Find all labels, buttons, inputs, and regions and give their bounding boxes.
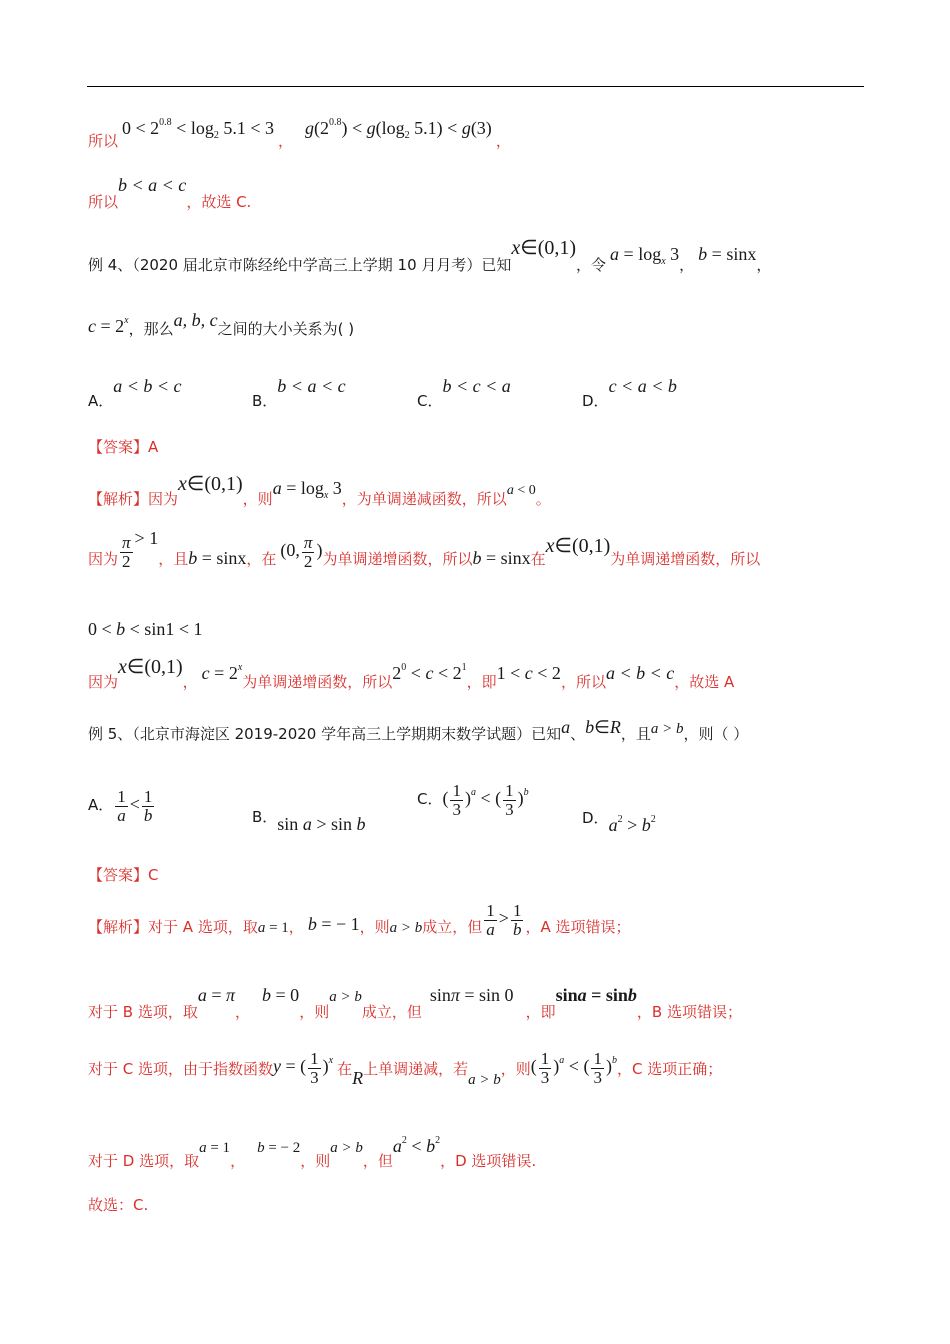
math-x-in-01: x: [511, 237, 521, 259]
ex4-analysis-4: 因为x∈(0,1)， $c = 2^x$为单调递增函数，所以$2^0 < c < 2^1$，即1 < c < 2，所以a < b < c，故选 A: [88, 656, 735, 691]
ex5-analysis-4: 对于 D 选项，取a = 1， b = − 2，则a > b，但$a^2 < b^2$，D 选项错误.: [88, 1135, 537, 1170]
header-rule: [87, 86, 864, 87]
ex4-option-c[interactable]: C．b < c < a: [417, 376, 511, 410]
ex5-final: 故选：C.: [88, 1196, 149, 1214]
ex5-analysis-2: 对于 B 选项，取a = π， b = 0，则a > b成立，但 sinπ = sin 0 ，即sina = sinb，B 选项错误；: [88, 985, 742, 1021]
ex5-option-a[interactable]: A． $\frac{1}{a}$ < $\frac{1}{b}$: [88, 787, 153, 825]
ex4-option-b[interactable]: B．b < a < c: [252, 376, 346, 410]
line-so-1: 所以 $0 < 2^{0.8} < \log_2 5.1 < 3$ ， $g(2^{0.8}) < g(\log_2$ 5.1) < g(3) ，: [88, 117, 511, 150]
ex5-option-c[interactable]: C．( $\frac{1}{3}$ )$^a$ < ( $\frac{1}{3}$ )$^b$: [417, 781, 529, 819]
math-b-a-c: b < a < c: [118, 175, 187, 195]
ex5-option-b[interactable]: B．sin a > sin b: [252, 808, 366, 834]
ex5-answer-value: C: [148, 866, 159, 884]
ex5-answer: 【答案】C: [88, 866, 159, 884]
ex4-stem-2: $c = 2^x$，那么a, b, c之间的大小关系为( ): [88, 310, 355, 338]
ex4-label: 例 4、: [88, 256, 133, 274]
math-c-2x: $c = 2^x$: [88, 315, 129, 336]
ex5-source: （北京市海淀区 2019-2020 学年高三上学期期末数学试题）已知: [132, 725, 562, 743]
ex4-stem: 例 4、（2020 届北京市陈经纶中学高三上学期 10 月月考）已知x∈(0,1)，令 $a = \log_x 3$， b = sinx，: [88, 237, 772, 274]
math-abc: a, b, c: [173, 310, 218, 330]
ex4-analysis-2: 因为 $\frac{\pi}{2}$ > 1，且b = sinx，在 (0, $\frac{\pi}{2}$ )为单调递增函数，所以b = sinx在x∈(0,1)为单调递增函数，所以: [88, 528, 761, 571]
ex5-label: 例 5、: [88, 725, 133, 743]
ex4-analysis-3: 0 < b < sin1 < 1: [88, 619, 203, 639]
math-ineq-1: $0 < 2^{0.8} < \log_2 5.1 < 3$: [122, 117, 274, 141]
ex5-option-d[interactable]: D．$a^2 > b^2$: [582, 809, 656, 835]
ex5-analysis-3: 对于 C 选项，由于指数函数y = ( $\frac{1}{3}$ )$^x$ 在R上单调递减，若a > b，则( $\frac{1}{3}$ )$^a$ < ( $\frac{1}{3}$ )$^b$，C 选项正确；: [88, 1049, 723, 1089]
ex5-analysis-1: 【解析】对于 A 选项，取a = 1， b = − 1，则a > b成立，但 $\frac{1}{a}$ > $\frac{1}{b}$ ，A 选项错误；: [88, 901, 631, 939]
line-so-2: 所以b < a < c，故选 C.: [88, 175, 252, 211]
math-b-sinx: b = sinx: [698, 244, 757, 264]
ex4-answer: 【答案】A: [88, 438, 159, 456]
ex4-source: （2020 届北京市陈经纶中学高三上学期 10 月月考）已知: [132, 256, 512, 274]
ex4-option-a[interactable]: A．a < b < c: [88, 376, 182, 410]
ex4-analysis-1: 【解析】因为x∈(0,1)，则$a = \log_x 3$，为单调递减函数，所以a < 0。: [88, 473, 551, 508]
text-so: 所以: [88, 132, 119, 150]
math-a-log: $a = \log_x 3$: [610, 244, 680, 267]
ex4-option-d[interactable]: D．c < a < b: [582, 376, 677, 410]
math-ineq-2: $g(2^{0.8}) < g(\log_2$ 5.1) < g(3): [305, 117, 492, 141]
ex5-stem: 例 5、（北京市海淀区 2019-2020 学年高三上学期期末数学试题）已知a、b∈R，且a > b，则（ ）: [88, 717, 749, 743]
ex4-answer-value: A: [148, 438, 159, 456]
